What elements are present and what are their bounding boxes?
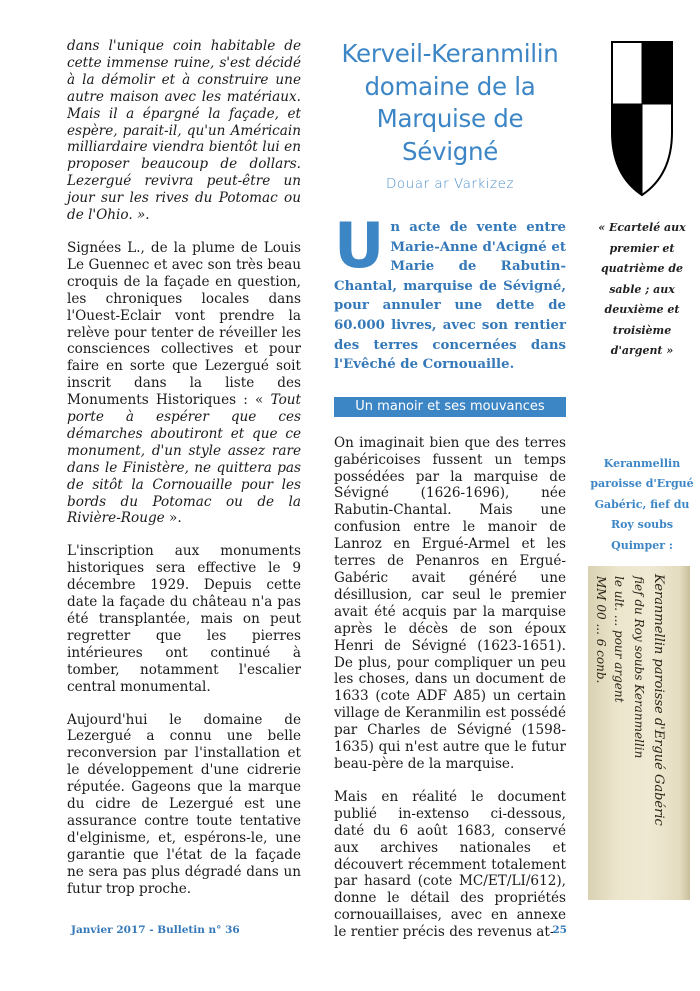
quote-close: ». xyxy=(164,510,182,527)
sidebar xyxy=(588,40,696,900)
article-column xyxy=(334,38,566,957)
manuscript-caption: Keranmellin paroisse d'Ergué Gabéric, fief du Roy soubs Quimper : xyxy=(590,456,694,552)
left-column xyxy=(67,38,301,914)
article-title: Kerveil-Keranmilin domaine de la Marquise de Sévigné xyxy=(341,39,559,166)
manuscript-line: fief du Roy soubs Keranmellin xyxy=(632,576,646,759)
body-paragraph: On imaginait bien que des terres gabéricoises fussent un temps possédées par la marquise de Sévigné (1626-1696), née Rabutin-Chantal. Mais une confusion entre le manoir de Lanroz en Ergué-Armel et les terres de Penanros en Ergué-Gabéric avait généré une désillusion, car seul le premier avait été acquis par la marquise après le décès de son époux Henri de Sévigné (1623-1651). De plus, pour compliquer un peu les choses, dans un document de 1633 (cote ADF A85) un certain village de Keranmilin est possédé par Charles de Sévigné (1598-1635) qui n'est autre que le futur beau-père de la marquise. xyxy=(334,434,566,772)
quoted-text: Tout porte à espérer que ces démarches aboutiront et que ce monument, d'un style assez rare dans le Finistère, ne quittera pas de sitôt la Cornouaille pour les bords du Potomac ou de la Rivière-Rouge xyxy=(67,392,301,527)
article-body xyxy=(334,435,566,941)
manuscript-line: le ult. ... pour argent xyxy=(612,576,626,703)
paragraph-inscription: L'inscription aux monuments historiques sera effective le 9 décembre 1929. Depuis cette date la façade du château n'a pas été transplantée, mais on peut regretter que les pierres intérieures ont continué à tomber, notamment l'escalier central monumental. xyxy=(67,543,301,695)
lead-text: n acte de vente entre Marie-Anne d'Acigné et Marie de Rabutin-Chantal, marquise de Sévigné, pour annuler une dette de 60.000 livres, avec son rentier des terres concernées dans l'Evêché de Cornouaille. xyxy=(334,220,566,373)
page-number: 25 xyxy=(552,924,567,936)
section-heading: Un manoir et ses mouvances xyxy=(334,397,566,417)
manuscript-line: Keranmellin paroisse d'Ergué Gabéric xyxy=(651,574,666,826)
manuscript-line: MM 00 ... 6 conb. xyxy=(594,576,608,684)
drop-cap: U xyxy=(334,209,385,282)
blazon-caption: « Ecartelé aux premier et quatrième de sable ; aux deuxième et troisième d'argent » xyxy=(598,221,686,357)
manuscript-image xyxy=(588,566,690,900)
paragraph-le-guennec xyxy=(67,240,301,527)
article-subtitle: Douar ar Varkizez xyxy=(386,176,514,192)
coat-of-arms-icon xyxy=(610,40,674,200)
paragraph-text: Signées L., de la plume de Louis Le Guennec et avec son très beau croquis de la façade en question, les chroniques locales dans l'Ouest-Eclair vont prendre la relève pour tenter de réveiller les consciences collectives et pour faire en sorte que Lezergué soit inscrit dans la liste des Monuments Historiques : « xyxy=(67,239,301,409)
paragraph-quote-end: dans l'unique coin habitable de cette immense ruine, s'est décidé à la démolir et à construire une autre maison avec les matériaux. Mais il a épargné la façade, et espère, parait-il, qu'un Américain milliardaire viendra bientôt lui en proposer beaucoup de dollars. Lezergué revivra peut-être un jour sur les rives du Potomac ou de l'Ohio. ». xyxy=(67,38,301,224)
issue-label: Janvier 2017 - Bulletin n° 36 xyxy=(71,924,240,936)
body-paragraph: Mais en réalité le document publié in-extenso ci-dessous, daté du 6 août 1683, conservé aux archives nationales et découvert récemment totalement par hasard (cote MC/ET/LI/612), donne le détail des propriétés cornouaillaises, avec en annexe le rentier précis des revenus at- xyxy=(334,788,566,941)
lead-paragraph xyxy=(334,209,566,375)
paragraph-aujourdhui: Aujourd'hui le domaine de Lezergué a connu une belle reconversion par l'installation et le développement d'une cidrerie réputée. Gageons que la marque du cidre de Lezergué est une assurance contre toute tentative d'elginisme, et, espérons-le, une garantie que l'état de la façade ne sera pas plus dégradé dans un futur trop proche. xyxy=(67,711,301,897)
